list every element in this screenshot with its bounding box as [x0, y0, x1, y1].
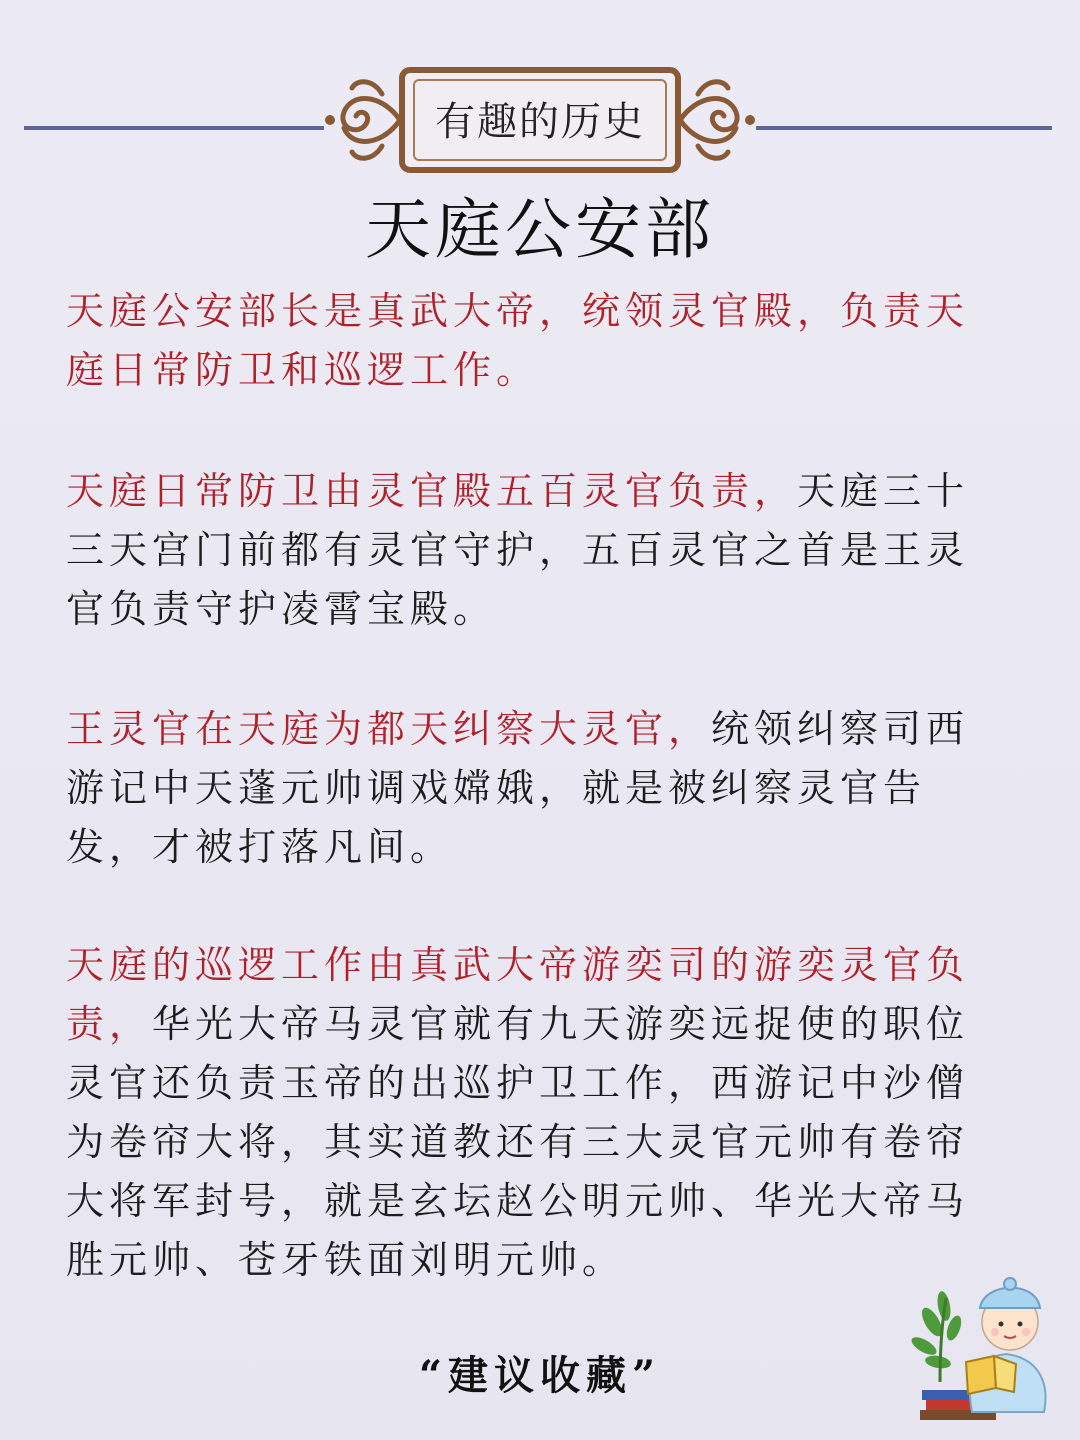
- paragraph-4-highlight: 天庭的巡逻工作由真武大帝游奕司的游奕灵官负责，: [66, 943, 970, 1046]
- paragraph-1: [66, 282, 1006, 400]
- series-label: 有趣的历史: [435, 99, 645, 145]
- paragraph-3-body: 统领纠察司西游记中天蓬元帅调戏嫦娥，就是被纠察灵官告发，才被打落凡间。: [66, 707, 970, 869]
- scholar-boy-reading-illustration-icon: [910, 1262, 1060, 1422]
- paragraph-1-highlight: 天庭公安部长是真武大帝，统领灵官殿，负责天庭日常防卫和巡逻工作。: [66, 289, 970, 392]
- paragraph-2-body: 天庭三十三天宫门前都有灵官守护，五百灵官之首是王灵官负责守护凌霄宝殿。: [66, 469, 970, 631]
- header-divider-right: [756, 126, 1052, 130]
- paragraph-2-highlight: 天庭日常防卫由灵官殿五百灵官负责，: [66, 469, 798, 513]
- paragraph-3-highlight: 王灵官在天庭为都天纠察大灵官，: [66, 707, 712, 751]
- paragraph-4: [66, 936, 1006, 1290]
- page-title: 天庭公安部: [365, 191, 715, 268]
- paragraph-2: [66, 462, 1006, 639]
- save-suggestion-text: “建议收藏”: [418, 1352, 661, 1399]
- paragraph-4-body: 华光大帝马灵官就有九天游奕远捉使的职位灵官还负责玉帝的出巡护卫工作，西游记中沙僧为卷帘大将，其实道教还有三大灵官元帅有卷帘大将军封号，就是玄坛赵公明元帅、华光大帝马胜元帅、苍牙铁面刘明元帅。: [66, 1002, 970, 1282]
- header-divider-left: [24, 126, 324, 130]
- paragraph-3: [66, 700, 1006, 877]
